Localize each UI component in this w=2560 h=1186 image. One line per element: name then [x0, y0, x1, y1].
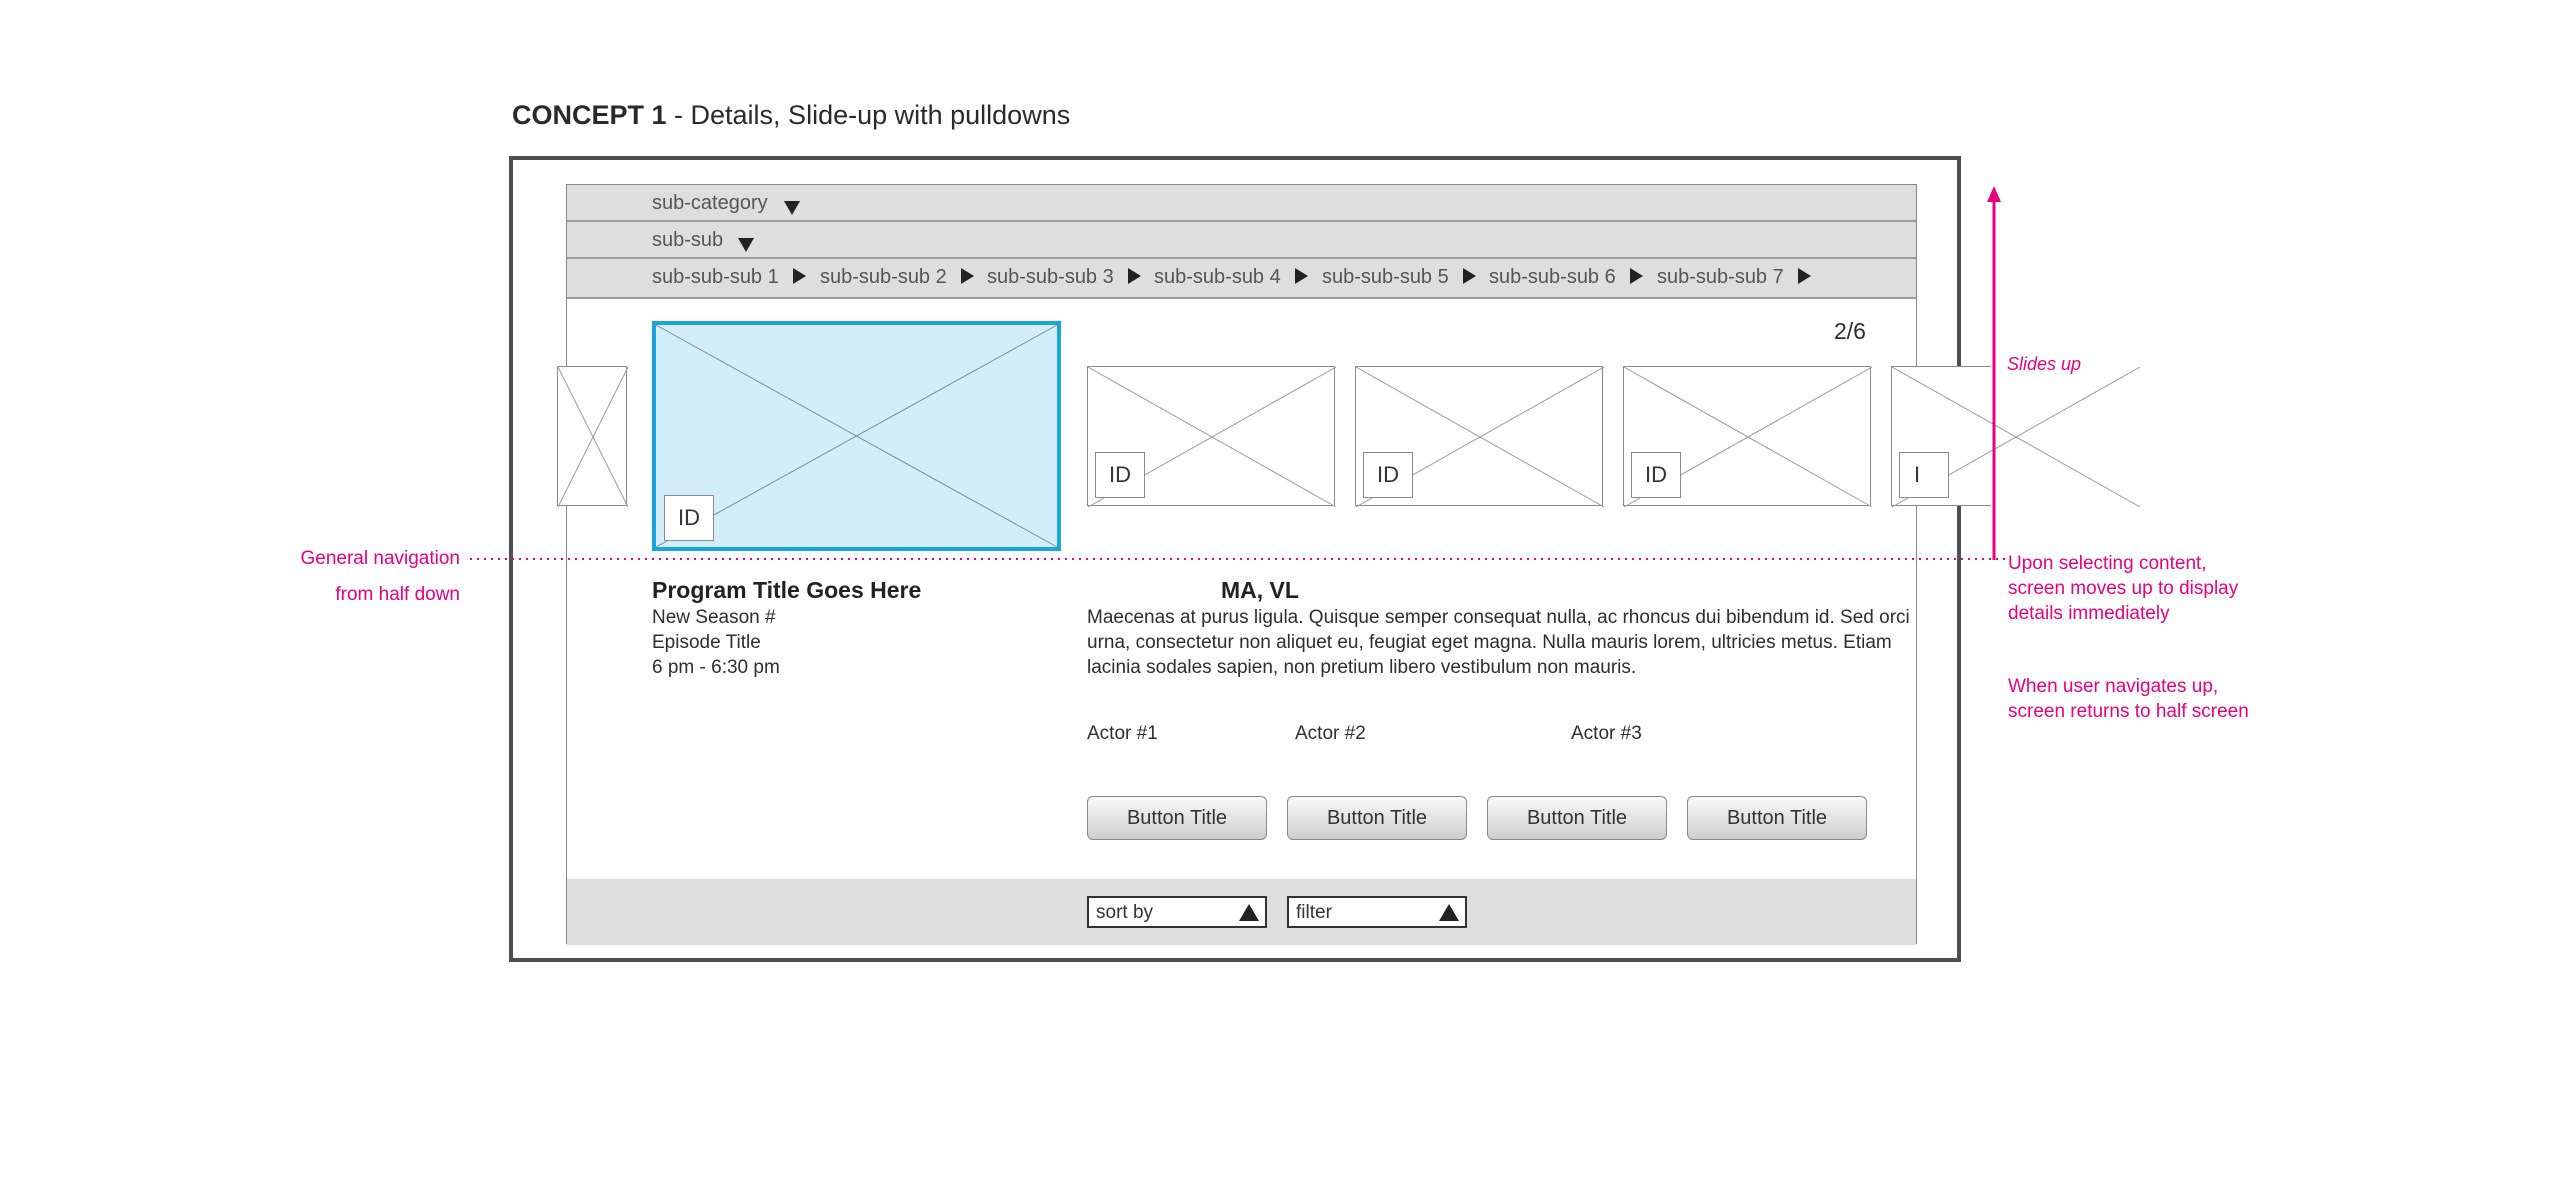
arrow-right-icon [961, 268, 974, 284]
subsubsub-item-7[interactable] [1657, 266, 1811, 289]
placeholder-image-icon [656, 325, 1057, 547]
annotation-line: from half down [335, 584, 460, 605]
subsubsub-item-3[interactable] [987, 266, 1141, 289]
subsubsub-item-4[interactable] [1154, 266, 1308, 289]
tv-screen [566, 184, 1921, 944]
thumbnail[interactable] [1355, 366, 1603, 506]
filter-label: filter [1296, 902, 1332, 923]
thumbnail[interactable] [1623, 366, 1871, 506]
thumbnail-partial-right[interactable] [1891, 366, 1991, 506]
description: Maecenas at purus ligula. Quisque semper consequat nulla, ac rhoncus dui bibendum id. Sed orci urna, consectetur non aliquet eu, feugiat eget magna. Nulla mauris lorem, ultricies metus. Etiam lacinia sodales sapien, non pretium libero vestibulum non mauris. [1087, 607, 1910, 678]
arrow-right-icon [1128, 268, 1141, 284]
action-button-2[interactable]: Button Title [1287, 796, 1467, 840]
id-badge: ID [1631, 452, 1681, 498]
nav-row-category[interactable] [567, 185, 1916, 222]
annotation-line: When user navigates up, [2008, 676, 2219, 697]
subsubsub-item-1[interactable] [652, 266, 806, 289]
episode-title: Episode Title [652, 632, 761, 653]
annotation-line: General navigation [300, 548, 460, 569]
arrow-right-icon [1463, 268, 1476, 284]
nav-row-subsubsub [567, 259, 1916, 299]
arrow-right-icon [1295, 268, 1308, 284]
half-screen-divider [470, 556, 2010, 562]
action-button-4[interactable]: Button Title [1687, 796, 1867, 840]
thumbnail-partial-left[interactable] [557, 366, 627, 506]
subsubsub-label: sub-sub-sub 3 [987, 266, 1114, 288]
concept-title [512, 100, 1070, 131]
subsub-label: sub-sub [652, 229, 724, 251]
air-time: 6 pm - 6:30 pm [652, 657, 780, 678]
concept-title-bold: CONCEPT 1 [512, 100, 667, 130]
id-badge: ID [1095, 452, 1145, 498]
sort-by-label: sort by [1096, 902, 1154, 923]
id-badge: I [1899, 452, 1949, 498]
nav-row-subsub[interactable] [567, 222, 1916, 259]
chevron-up-icon [1439, 904, 1459, 921]
subsubsub-item-6[interactable] [1489, 266, 1643, 289]
annotation-general-navigation [210, 546, 460, 607]
subsubsub-label: sub-sub-sub 2 [820, 266, 947, 288]
chevron-down-icon [738, 233, 754, 256]
subsubsub-item-5[interactable] [1322, 266, 1476, 289]
subsubsub-label: sub-sub-sub 5 [1322, 266, 1449, 288]
page-counter: 2/6 [1834, 318, 1866, 344]
annotation-line: screen returns to half screen [2008, 701, 2249, 722]
annotation-upon-selecting [2008, 551, 2238, 626]
category-label: sub-category [652, 192, 768, 214]
sort-by-dropdown[interactable] [1087, 896, 1267, 928]
subsubsub-label: sub-sub-sub 1 [652, 266, 779, 288]
id-badge: ID [664, 495, 714, 541]
actor-3[interactable]: Actor #3 [1571, 723, 1642, 744]
annotation-line: details immediately [2008, 603, 2170, 624]
content-rating: MA, VL [1221, 577, 1299, 603]
arrow-right-icon [793, 268, 806, 284]
thumbnail[interactable] [1087, 366, 1335, 506]
bottom-bar [567, 879, 1916, 945]
subsubsub-item-2[interactable] [820, 266, 974, 289]
program-title: Program Title Goes Here [652, 577, 922, 603]
arrow-right-icon [1630, 268, 1643, 284]
slide-up-arrow-icon [1986, 186, 2002, 560]
chevron-down-icon [784, 196, 800, 219]
subsubsub-label: sub-sub-sub 7 [1657, 266, 1784, 288]
annotation-slides-up: Slides up [2007, 354, 2082, 374]
annotation-navigates-up [2008, 674, 2249, 724]
annotation-line: screen moves up to display [2008, 578, 2239, 599]
placeholder-image-icon [558, 367, 628, 507]
action-button-1[interactable]: Button Title [1087, 796, 1267, 840]
action-button-3[interactable]: Button Title [1487, 796, 1667, 840]
chevron-up-icon [1239, 904, 1259, 921]
season-label: New Season # [652, 607, 776, 628]
thumbnail-selected[interactable] [652, 321, 1061, 551]
id-badge: ID [1363, 452, 1413, 498]
actor-2[interactable]: Actor #2 [1295, 723, 1366, 744]
actor-1[interactable]: Actor #1 [1087, 723, 1158, 744]
subsubsub-label: sub-sub-sub 4 [1154, 266, 1281, 288]
subsubsub-label: sub-sub-sub 6 [1489, 266, 1616, 288]
annotation-line: Upon selecting content, [2008, 553, 2207, 574]
concept-title-rest: - Details, Slide-up with pulldowns [666, 100, 1071, 130]
filter-dropdown[interactable] [1287, 896, 1467, 928]
arrow-right-icon [1798, 268, 1811, 284]
